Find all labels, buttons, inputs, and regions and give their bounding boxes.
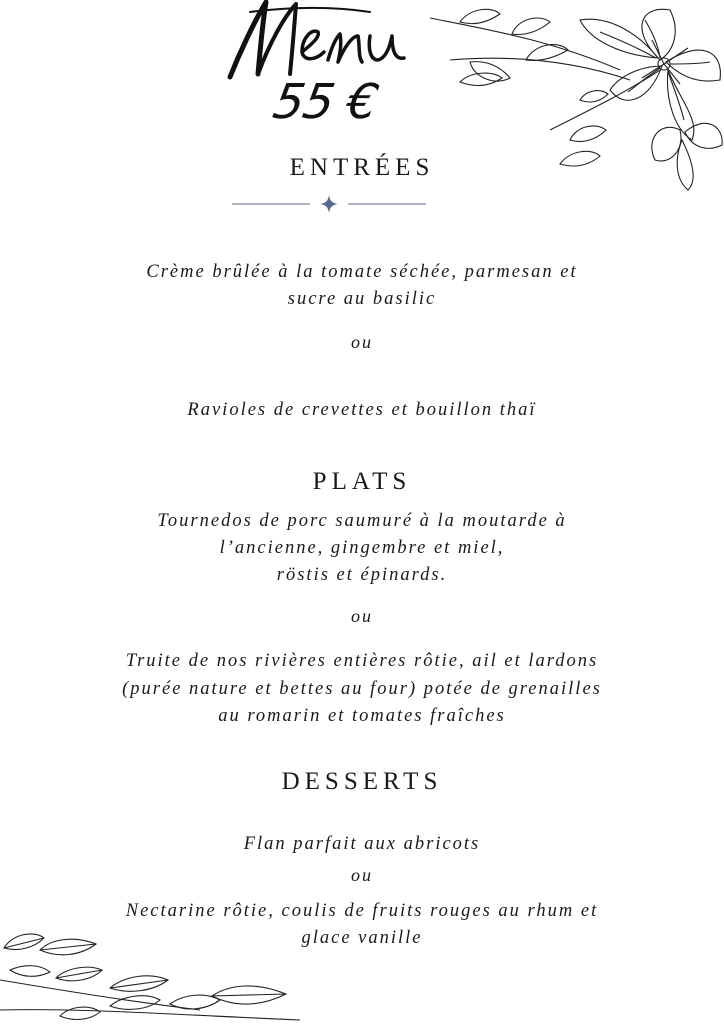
plat-2-line-2: (purée nature et bettes au four) potée de grenailles <box>122 679 602 699</box>
foliage-decoration-bottom-left <box>0 920 300 1024</box>
menu-price: 55 € <box>269 74 382 130</box>
section-heading-plats: PLATS <box>312 468 412 495</box>
dessert-1: Flan parfait aux abricots <box>243 834 481 854</box>
plat-1-line-1: Tournedos de porc saumuré à la moutarde à <box>157 511 567 531</box>
dessert-2-line-1: Nectarine rôtie, coulis de fruits rouges au rhum et <box>125 901 599 921</box>
plat-1-line-2: l’ancienne, gingembre et miel, <box>219 538 505 558</box>
plat-or-separator: ou <box>351 606 373 626</box>
plat-2-line-1: Truite de nos rivières entières rôtie, ail et lardons <box>125 651 599 671</box>
section-divider-ornament <box>232 195 426 213</box>
entree-1-line-2: sucre au basilic <box>287 289 437 309</box>
dessert-2-line-2: glace vanille <box>301 928 423 948</box>
plat-1-line-3: röstis et épinards. <box>276 565 448 585</box>
section-heading-entrees: ENTRÉES <box>289 154 435 181</box>
plat-2-line-3: au romarin et tomates fraîches <box>218 706 506 726</box>
dessert-or-separator: ou <box>351 865 373 885</box>
entree-2: Ravioles de crevettes et bouillon thaï <box>187 400 537 420</box>
menu-title-text: Menu <box>310 34 340 45</box>
section-heading-desserts: DESSERTS <box>281 768 443 795</box>
entree-1-line-1: Crème brûlée à la tomate séchée, parmesan et <box>146 262 578 282</box>
entree-or-separator: ou <box>351 332 373 352</box>
